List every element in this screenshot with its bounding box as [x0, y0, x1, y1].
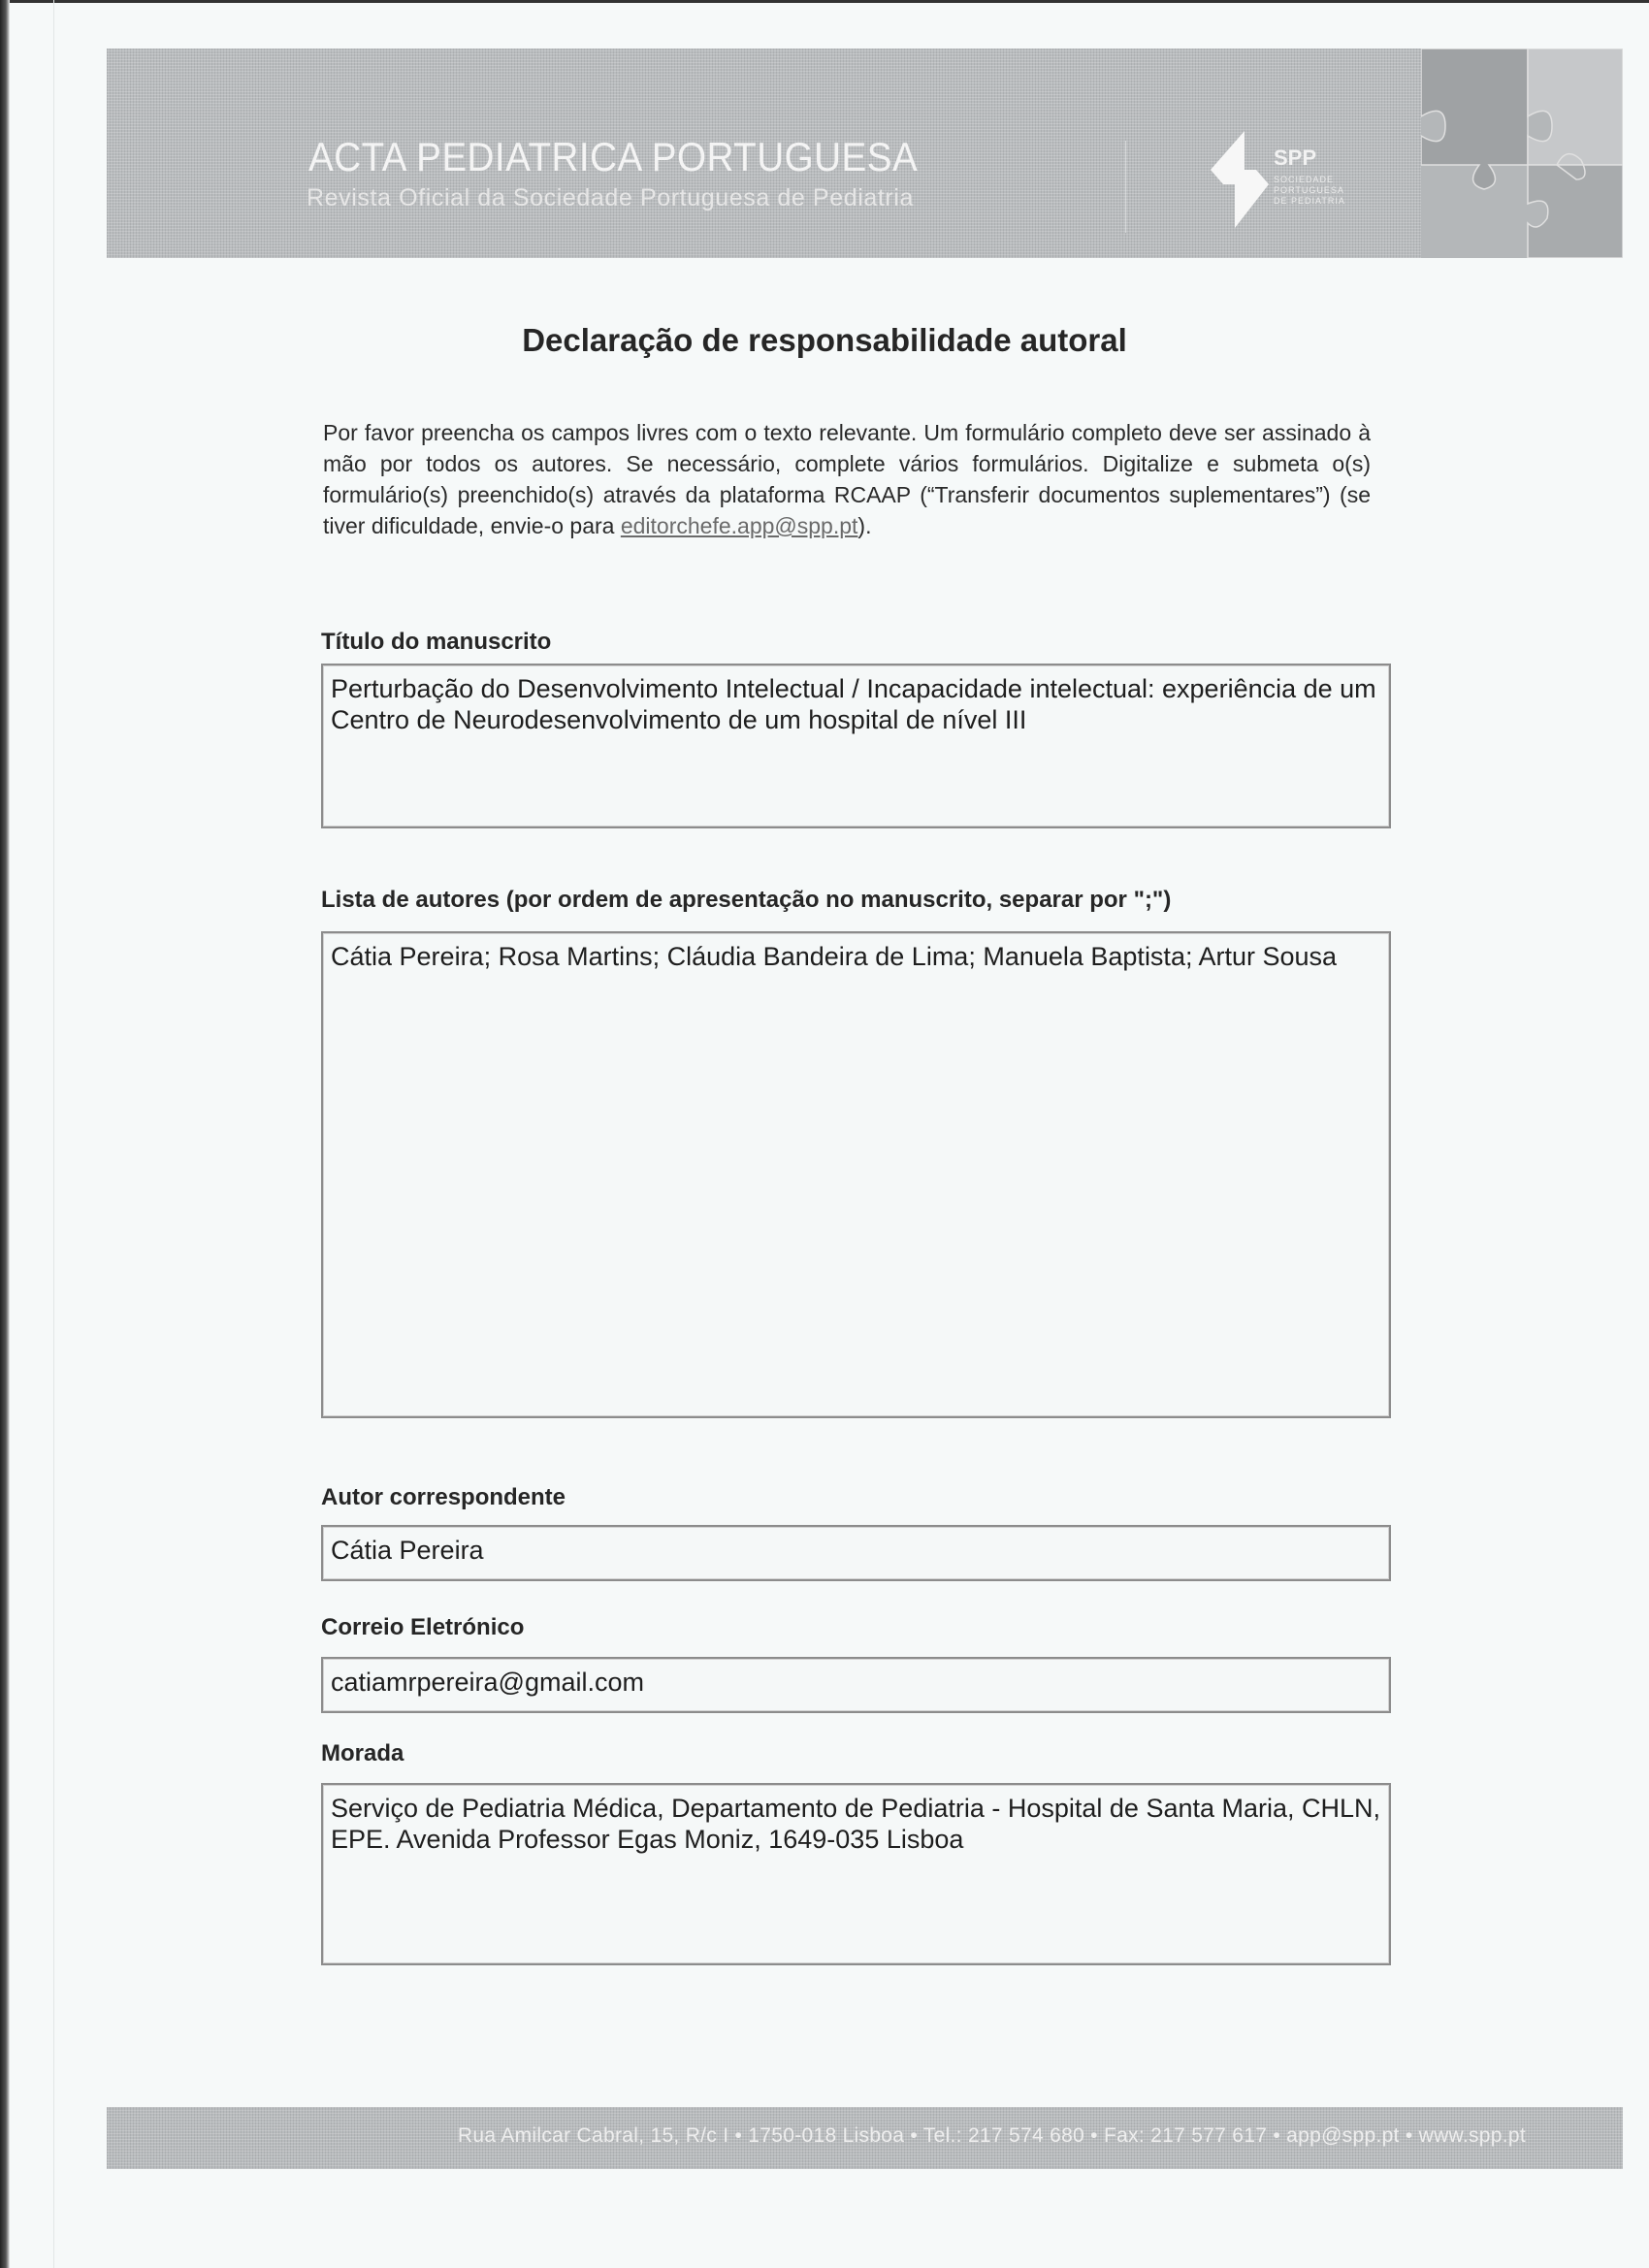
logo-name-line: DE PEDIATRIA: [1274, 196, 1345, 206]
journal-subtitle: Revista Oficial da Sociedade Portuguesa de Pediatria: [307, 184, 914, 211]
editor-email-link[interactable]: editorchefe.app@spp.pt: [620, 513, 858, 538]
instructions-text: Por favor preencha os campos livres com o texto relevante. Um formulário completo deve ser assinado à mão por todos os autores. Se necessário, complete vários formulários. Digitalize e submeta o(s) formulário(s) preenchido(s) através da plataforma RCAAP (“Transferir documentos suplementares”) (se tiver dificuldade, envie-o para: [323, 420, 1371, 538]
authors-label: Lista de autores (por ordem de apresentação no manuscrito, separar por ";"): [321, 887, 1172, 913]
journal-title: ACTA PEDIATRICA PORTUGUESA: [308, 134, 919, 179]
header-banner: [107, 49, 1623, 258]
email-field[interactable]: catiamrpereira@gmail.com: [321, 1657, 1391, 1713]
footer-banner: [107, 2107, 1623, 2169]
corresponding-author-field[interactable]: Cátia Pereira: [321, 1525, 1391, 1581]
manuscript-title-label: Título do manuscrito: [321, 629, 552, 655]
address-label: Morada: [321, 1740, 404, 1766]
spp-logo: [1206, 126, 1439, 233]
corresponding-author-label: Autor correspondente: [321, 1484, 566, 1510]
logo-name: [1274, 175, 1361, 207]
email-label: Correio Eletrónico: [321, 1614, 525, 1640]
manuscript-title-field[interactable]: Perturbação do Desenvolvimento Intelectual / Incapacidade intelectual: experiência de um Centro de Neurodesenvolvimento de um hospital de nível III: [321, 664, 1391, 828]
instructions-end: ).: [857, 513, 872, 538]
document-title: Declaração de responsabilidade autoral: [522, 322, 1127, 358]
scan-edge-top: [0, 0, 1649, 3]
instructions-paragraph: [323, 417, 1371, 541]
logo-name-line: PORTUGUESA: [1274, 185, 1344, 195]
logo-name-line: SOCIEDADE: [1274, 175, 1335, 184]
spp-pinwheel-icon: [1206, 126, 1274, 233]
logo-abbr: SPP: [1274, 146, 1317, 170]
footer-contact-text: Rua Amilcar Cabral, 15, R/c I • 1750-018 Lisboa • Tel.: 217 574 680 • Fax: 217 577 617 • app@spp.pt • www.spp.pt: [457, 2124, 1526, 2147]
authors-field[interactable]: Cátia Pereira; Rosa Martins; Cláudia Bandeira de Lima; Manuela Baptista; Artur Sousa: [321, 931, 1391, 1418]
puzzle-decoration-icon: [1421, 49, 1623, 258]
address-field[interactable]: Serviço de Pediatria Médica, Departamento de Pediatria - Hospital de Santa Maria, CHLN, EPE. Avenida Professor Egas Moniz, 1649-035 Lisboa: [321, 1783, 1391, 1965]
banner-divider: [1125, 141, 1126, 233]
